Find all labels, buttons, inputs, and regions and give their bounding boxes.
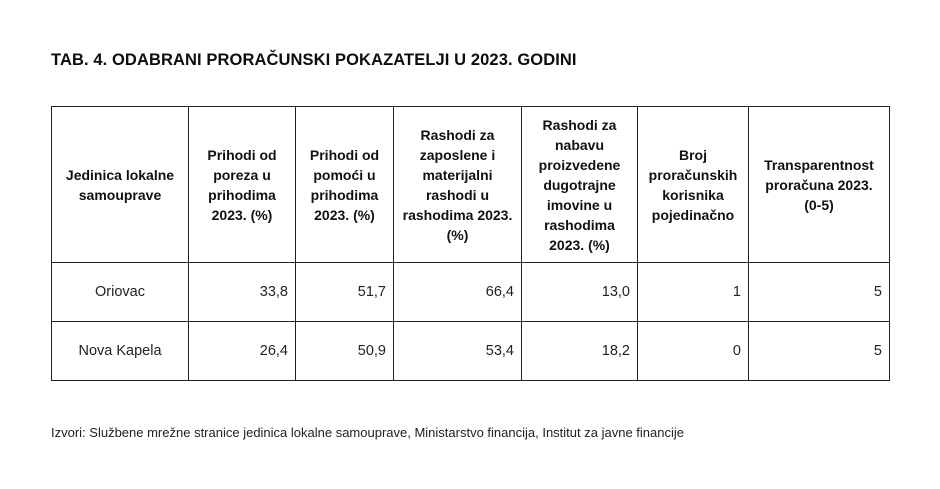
column-header-unit: Jedinica lokalne samouprave bbox=[52, 107, 189, 263]
cell-tax-revenue: 26,4 bbox=[189, 322, 296, 381]
cell-fixed-assets-expenses: 13,0 bbox=[522, 263, 638, 322]
column-header-tax-revenue: Prihodi od poreza u prihodima 2023. (%) bbox=[189, 107, 296, 263]
column-header-budget-users-count: Broj proračunskih korisnika pojedinačno bbox=[638, 107, 749, 263]
cell-staff-material-expenses: 53,4 bbox=[394, 322, 522, 381]
cell-fixed-assets-expenses: 18,2 bbox=[522, 322, 638, 381]
table-title: TAB. 4. ODABRANI PRORAČUNSKI POKAZATELJI U 2023. GODINI bbox=[51, 51, 577, 69]
column-header-staff-material-expenses: Rashodi za zaposlene i materijalni rashodi u rashodima 2023. (%) bbox=[394, 107, 522, 263]
table-header-row bbox=[52, 107, 890, 263]
cell-aid-revenue: 51,7 bbox=[296, 263, 394, 322]
cell-tax-revenue: 33,8 bbox=[189, 263, 296, 322]
cell-unit-name: Nova Kapela bbox=[52, 322, 189, 381]
table-row bbox=[52, 322, 890, 381]
cell-budget-users-count: 1 bbox=[638, 263, 749, 322]
cell-transparency: 5 bbox=[749, 322, 890, 381]
source-note: Izvori: Službene mrežne stranice jedinica lokalne samouprave, Ministarstvo financija, Institut za javne financije bbox=[51, 425, 684, 440]
budget-indicators-table bbox=[51, 106, 890, 381]
cell-transparency: 5 bbox=[749, 263, 890, 322]
column-header-transparency: Transparentnost proračuna 2023. (0-5) bbox=[749, 107, 890, 263]
cell-staff-material-expenses: 66,4 bbox=[394, 263, 522, 322]
column-header-aid-revenue: Prihodi od pomoći u prihodima 2023. (%) bbox=[296, 107, 394, 263]
cell-unit-name: Oriovac bbox=[52, 263, 189, 322]
table-row bbox=[52, 263, 890, 322]
column-header-fixed-assets-expenses: Rashodi za nabavu proizvedene dugotrajne imovine u rashodima 2023. (%) bbox=[522, 107, 638, 263]
cell-aid-revenue: 50,9 bbox=[296, 322, 394, 381]
cell-budget-users-count: 0 bbox=[638, 322, 749, 381]
